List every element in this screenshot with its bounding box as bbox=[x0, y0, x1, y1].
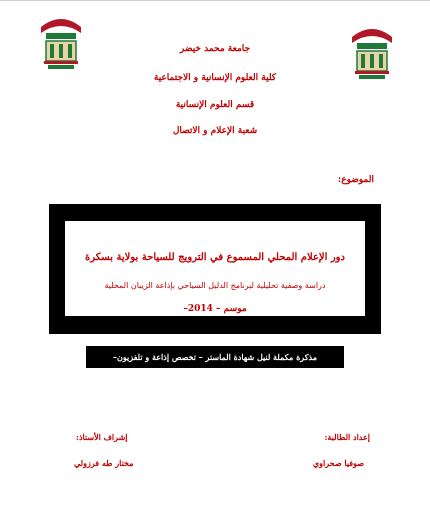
branch-name: شعبة الإعلام و الاتصال bbox=[172, 126, 258, 136]
subject-label: الموضوع: bbox=[337, 175, 374, 185]
thesis-title: دور الإعلام المحلي المسموع في الترويج للسياحة بولاية بسكرة bbox=[85, 252, 345, 263]
university-name: جامعة محمد خيضر bbox=[179, 44, 251, 54]
title-box bbox=[65, 221, 365, 316]
faculty-name: كلية العلوم الإنسانية و الاجتماعية bbox=[153, 73, 277, 83]
department-name: قسم العلوم الإنسانية bbox=[175, 100, 255, 110]
professor-name: مختار طه فرزولي bbox=[74, 458, 134, 468]
memo-banner: مذكرة مكملة لنيل شهادة الماستر – تخصص إذاعة و تلفزيون– bbox=[86, 346, 344, 368]
prepared-by-label: إعداد الطالبة: bbox=[324, 432, 370, 442]
supervision-label: إشراف الأستاذ: bbox=[76, 432, 128, 442]
thesis-subtitle: دراسة وصفية تحليلية لبرنامج الدليل السياحي بإذاعة الزيبان المحلية bbox=[104, 281, 326, 290]
student-name: صوفيا صحراوي bbox=[312, 458, 364, 468]
academic-season: موسم – 2014– bbox=[183, 304, 247, 314]
